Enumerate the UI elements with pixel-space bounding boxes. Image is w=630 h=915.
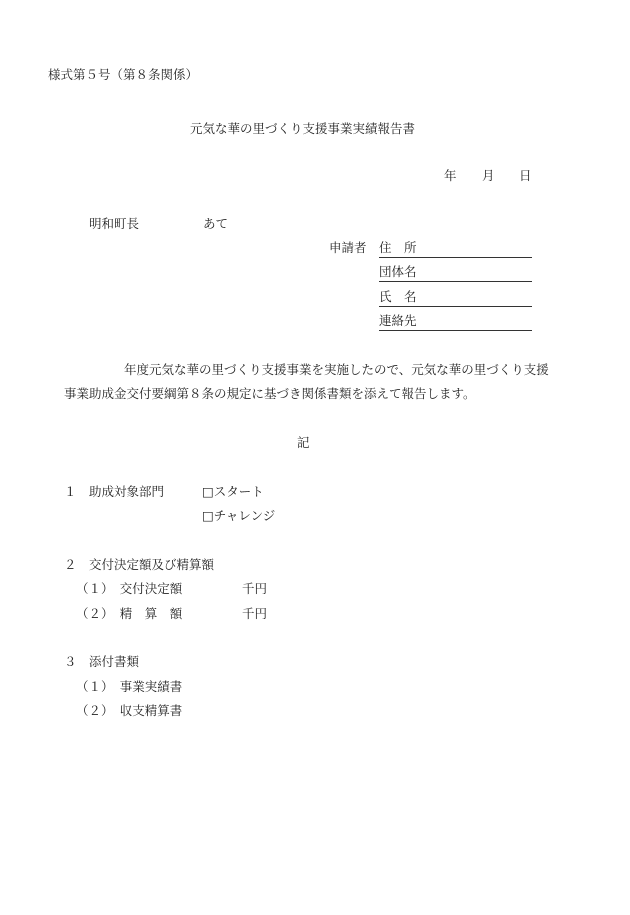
addressee-suffix: あて bbox=[203, 216, 229, 231]
option-start-checkbox: □スタート bbox=[202, 484, 264, 499]
section-3-item-1: （１） 事業実績書 bbox=[76, 679, 183, 694]
body-text-line-2: 事業助成金交付要綱第８条の規定に基づき関係書類を添えて報告します。 bbox=[64, 386, 476, 401]
applicant-label: 申請者 bbox=[329, 240, 367, 255]
form-number: 様式第５号（第８条関係） bbox=[48, 67, 199, 82]
body-text-line-1: 年度元気な華の里づくり支援事業を実施したので、元気な華の里づくり支援 bbox=[124, 362, 549, 377]
ki-heading: 記 bbox=[297, 435, 310, 450]
section-2-item-2-label: （２） 精 算 額 bbox=[76, 606, 183, 621]
section-2-item-2-unit: 千円 bbox=[242, 606, 268, 621]
section-3-item-2: （２） 収支精算書 bbox=[76, 703, 183, 718]
applicant-address-field: 住 所 bbox=[379, 242, 532, 258]
document-title: 元気な華の里づくり支援事業実績報告書 bbox=[190, 121, 416, 136]
applicant-contact-field: 連絡先 bbox=[379, 315, 532, 331]
section-1-heading: １ 助成対象部門 bbox=[64, 484, 165, 499]
section-3-heading: ３ 添付書類 bbox=[64, 654, 140, 669]
date-day: 日 bbox=[519, 168, 532, 183]
option-challenge-checkbox: □チャレンジ bbox=[202, 508, 276, 523]
addressee-name: 明和町長 bbox=[89, 216, 140, 231]
applicant-name-field: 氏 名 bbox=[379, 291, 532, 307]
section-2-item-1-label: （１） 交付決定額 bbox=[76, 581, 183, 596]
section-2-heading: ２ 交付決定額及び精算額 bbox=[64, 557, 215, 572]
section-2-item-1-unit: 千円 bbox=[242, 581, 268, 596]
date-month: 月 bbox=[482, 168, 495, 183]
date-year: 年 bbox=[444, 168, 457, 183]
applicant-organization-field: 団体名 bbox=[379, 266, 532, 282]
